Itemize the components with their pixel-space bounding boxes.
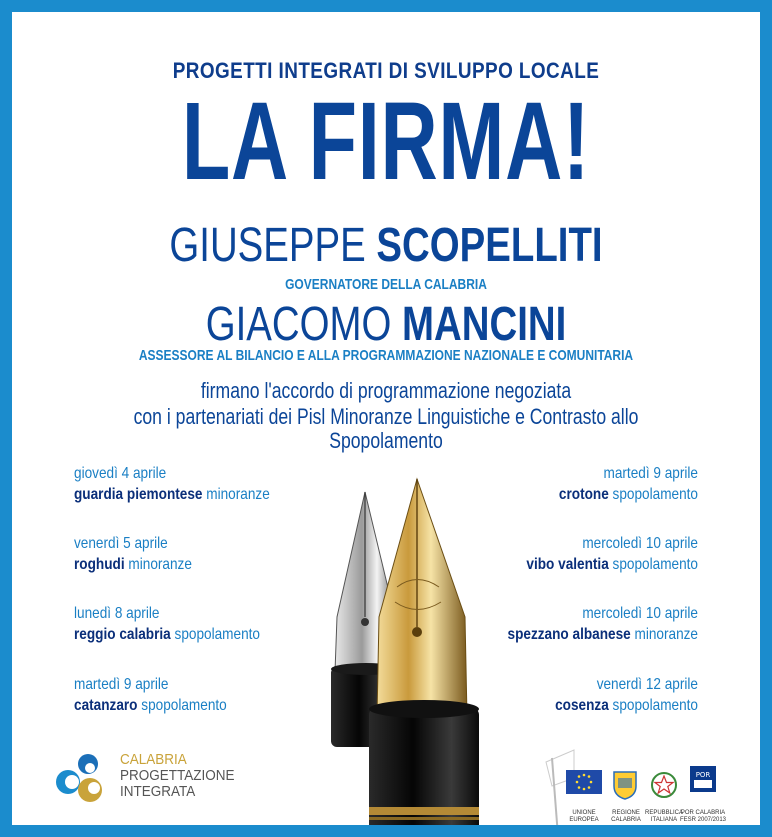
event-city: catanzaro [74,697,138,714]
event-city: reggio calabria [74,626,171,643]
eu-flag-icon [566,770,602,799]
intro-line-2: con i partenariati dei Pisl Minoranze Linguistiche e Contrasto allo Spopolamento [133,404,639,453]
event-kind: spopolamento [612,556,698,573]
event-date: venerdì 12 aprile [596,676,698,693]
event-date: venerdì 5 aprile [74,535,168,552]
event-date: mercoledì 10 aprile [582,535,698,552]
event-kind: minoranze [634,626,698,643]
svg-text:POR: POR [695,771,711,779]
subtitle: PROGETTI INTEGRATI DI SVILUPPO LOCALE [172,58,600,83]
person-name-scopelliti [87,220,685,272]
event-left-1 [74,464,334,506]
event-city: roghudi [74,556,125,573]
calabria-logo [50,750,250,820]
emblem-caption: REPUBBLICA ITALIANA [644,810,683,823]
event-left-4 [74,675,334,717]
emblem-caption: POR CALABRIA FESR 2007/2013 [679,810,727,823]
event-kind: minoranze [128,556,192,573]
fountain-pen-icon [317,467,507,837]
por-calabria-icon [690,766,716,797]
first-name: GIUSEPPE [169,219,366,272]
event-place [74,554,295,576]
event-kind: minoranze [206,486,270,503]
event-city: vibo valentia [526,556,609,573]
event-left-3 [74,604,334,646]
event-city: crotone [558,486,609,503]
event-date: mercoledì 10 aprile [582,605,698,622]
event-city: guardia piemontese [74,486,203,503]
last-name: MANCINI [402,298,567,351]
person-role-mancini: ASSESSORE AL BILANCIO E ALLA PROGRAMMAZIONE NAZIONALE E COMUNITARIA [138,347,634,364]
logo-line-2: PROGETTAZIONE [120,767,235,784]
logo-text [120,752,235,800]
event-date: lunedì 8 aprile [74,605,160,622]
emblem-caption: UNIONE EUROPEA [569,810,599,823]
event-city: cosenza [555,697,609,714]
last-name: SCOPELLITI [376,219,603,272]
italy-emblem-icon [650,770,678,805]
event-left-2 [74,534,334,576]
event-place [74,484,295,506]
emblems-strip [544,752,744,837]
page-title: LA FIRMA! [181,80,591,203]
event-place [477,554,698,576]
event-place [477,624,698,646]
event-kind: spopolamento [141,697,227,714]
first-name: GIACOMO [205,298,392,351]
event-kind: spopolamento [612,697,698,714]
intro-line-1: firmano l'accordo di programmazione negoziata [200,378,572,403]
event-city: spezzano albanese [507,626,631,643]
event-date: martedì 9 aprile [603,465,698,482]
calabria-logo-icon [50,750,114,814]
event-place [74,624,295,646]
regione-calabria-icon [612,770,638,805]
event-place [477,695,698,717]
event-date: giovedì 4 aprile [74,465,167,482]
event-kind: spopolamento [174,626,260,643]
event-place [477,484,698,506]
logo-line-1: CALABRIA [120,751,187,768]
person-role-scopelliti: GOVERNATORE DELLA CALABRIA [285,276,487,293]
logo-line-3: INTEGRATA [120,783,196,800]
event-kind: spopolamento [612,486,698,503]
event-date: martedì 9 aprile [74,676,169,693]
emblem-caption: REGIONE CALABRIA [611,810,641,823]
person-name-mancini [87,299,685,351]
event-place [74,695,295,717]
